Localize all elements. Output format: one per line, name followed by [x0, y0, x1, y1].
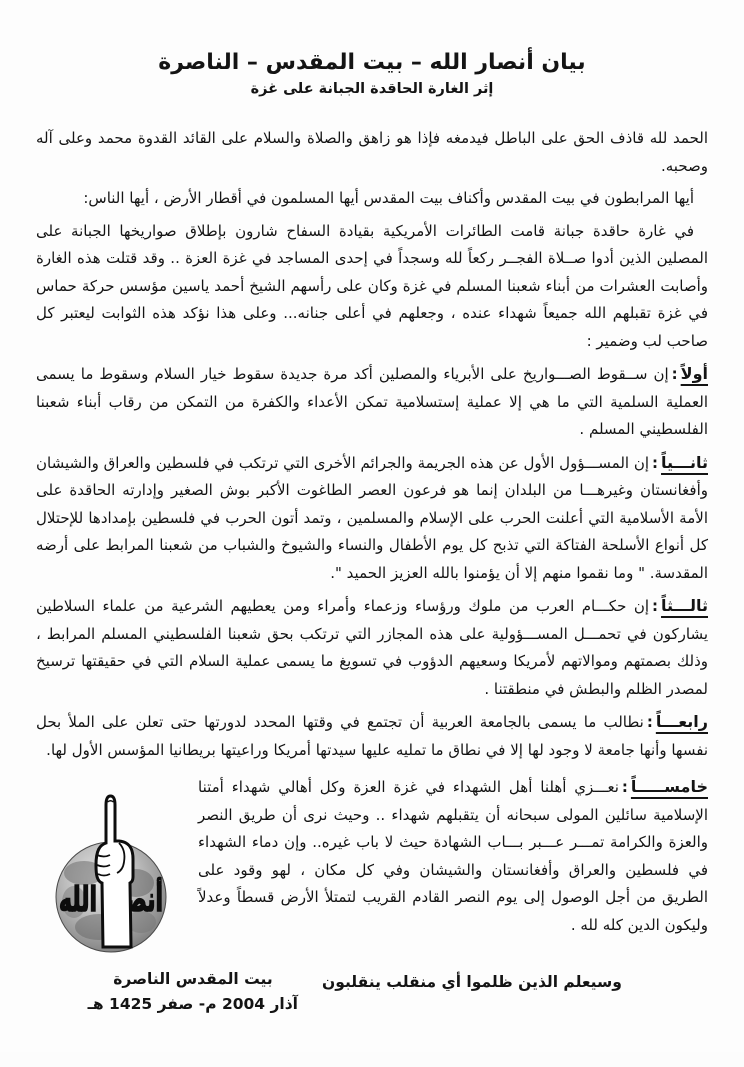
section-text-fifth: نعـــزي أهلنا أهل الشهداء في غزة العزة وكل أهالي شهداء أمتنا الإسلامية سائلين المولى سبحانه أن يتقبلهم شهداء .. وحيث نرى أن طريق النصر والعزة والكرامة تمـــر عـــبر بـــاب الشهادة حيث لا باب غيره.. وإن دماء الشهداء في فلسطين والعراق وأفغانستان والشيشان وفي كل مكان ، لهو وقود على الطريق من أجل الوصول إلى يوم النصر القادم القريب لتمتلأ الأرض قسطاً وعدلاً وليكون الدين كله لله . [198, 778, 708, 934]
logo-calligraphy: أنصار الله [59, 880, 221, 920]
section-label-fourth: رابعـــاً [655, 712, 708, 731]
section-paragraph-fourth [36, 708, 708, 764]
document-footer [36, 957, 708, 1067]
section-label-third: ثالـــثاً [661, 596, 708, 615]
section-colon: : [671, 365, 678, 383]
fist-globe-logo-icon [44, 787, 221, 957]
intro-paragraph: في غارة حاقدة جبانة قامت الطائرات الأمريكية بقيادة السفاح شارون بإطلاق صواريخها الجبانة على المصلين الذين أدوا صــلاة الفجــر ركعاً لله وسجداً في إحدى المساجد في غزة العزة .. وقد قتلت هذه الغارة وأصابت العشرات من أبناء شعبنا المسلم في غزة وكان على رأسهم الشيخ أحمد ياسين مؤسس حركة حماس في غزة تقبلهم الله جميعاً شهداء عنده ، وجعلهم في أعلى جنانه... وعلى هذا نؤكد هذه الثوابت ليعتبر كل صاحب لب وضمير : [36, 221, 708, 350]
section-paragraph-third [36, 592, 708, 703]
address-paragraph: أيها المرابطون في بيت المقدس وأكناف بيت المقدس أيها المسلمون في أقطار الأرض ، أيها الناس: [83, 189, 694, 207]
document-title: بيان أنصار الله – بيت المقدس – الناصرة [158, 50, 586, 75]
section-text-first: إن ســقوط الصـــواريخ على الأبرياء والمصلين أكد مرة جديدة سقوط خيار السلام وسقوط ما يسمى العملية السلمية التي ما هي إلا عملية إستسلامية تمكن الأعداء والكفرة من التمكن من رقاب أبناء شعبنا الفلسطيني المسلم . [36, 365, 708, 438]
signature-place: بيت المقدس الناصرة [113, 970, 273, 988]
section-label-fifth: خامســـــاً [630, 777, 708, 796]
section-text-third: إن حكـــام العرب من ملوك ورؤساء وزعماء وأمراء ومن يعطيهم الشرعية من علماء السلاطين يشاركون في تحمـــل المســـؤولية على هذه المجازر التي ترتكب بحق شعبنا الفلسطيني المسلم المرابط ، وذلك بصمتهم وموالاتهم لأمريكا وسعيهم الدؤوب في تسويغ ما يسمى عملية السلام التي في حقيقتها ترسيخ لمصدر الظلم والبطش في منطقتنا . [36, 597, 708, 698]
document-subtitle: إثر الغارة الحاقدة الجبانة على غزة [250, 81, 494, 97]
section-paragraph-fifth [198, 773, 708, 939]
section-label-first: أولاً [680, 364, 708, 383]
footer-quote: وسيعلم الذين ظلموا أي منقلب ينقلبون [322, 973, 622, 991]
section-colon: : [646, 713, 653, 731]
section-colon: : [621, 778, 628, 796]
section-text-second: إن المســـؤول الأول عن هذه الجريمة والجرائم الأخرى التي ترتكب في فلسطين والعراق والشيشان وأفغانستان وغيرهـــا من البلدان إنما هو فرعون العصر الطاغوت الأكبر بوش الصغير وإدارته الحاقدة على الأمة الأسلامية التي أعلنت الحرب على الإسلام والمسلمين ، وتمد أتون الحرب في فلسطين بإمدادها للإحتلال كل أنواع الأسلحة الفتاكة التي تذبح كل يوم الأطفال والنساء والشيوخ والشباب من شعبنا المرابط على أرضه المقدسة. " وما نقموا منهم إلا أن يؤمنوا بالله العزيز الحميد ". [36, 453, 708, 582]
section-label-second: ثانـــياً [661, 452, 708, 472]
organization-logo [36, 773, 221, 957]
fifth-section-row [36, 773, 708, 957]
signature-date: آذار 2004 م- صفر 1425 هـ [87, 995, 298, 1013]
signature-block [88, 967, 298, 1017]
section-paragraph-second [36, 449, 708, 588]
opening-paragraph: الحمد لله قاذف الحق على الباطل فيدمغه فإذا هو زاهق والصلاة والسلام على القائد القدوة محمد وعلى آله وصحبه. [36, 129, 708, 175]
section-paragraph-first [36, 360, 708, 444]
section-colon: : [652, 453, 659, 472]
section-text-fourth: نطالب ما يسمى بالجامعة العربية أن تجتمع في وقتها المحدد لدورتها حتى تعلن على الملأ بحل نفسها وأنها جامعة لا وجود لها إلا في نطاق ما تمليه عليها سيدتها أمريكا وراعيتها بريطانيا المؤسس الأول لها. [36, 713, 708, 759]
section-colon: : [652, 597, 659, 615]
